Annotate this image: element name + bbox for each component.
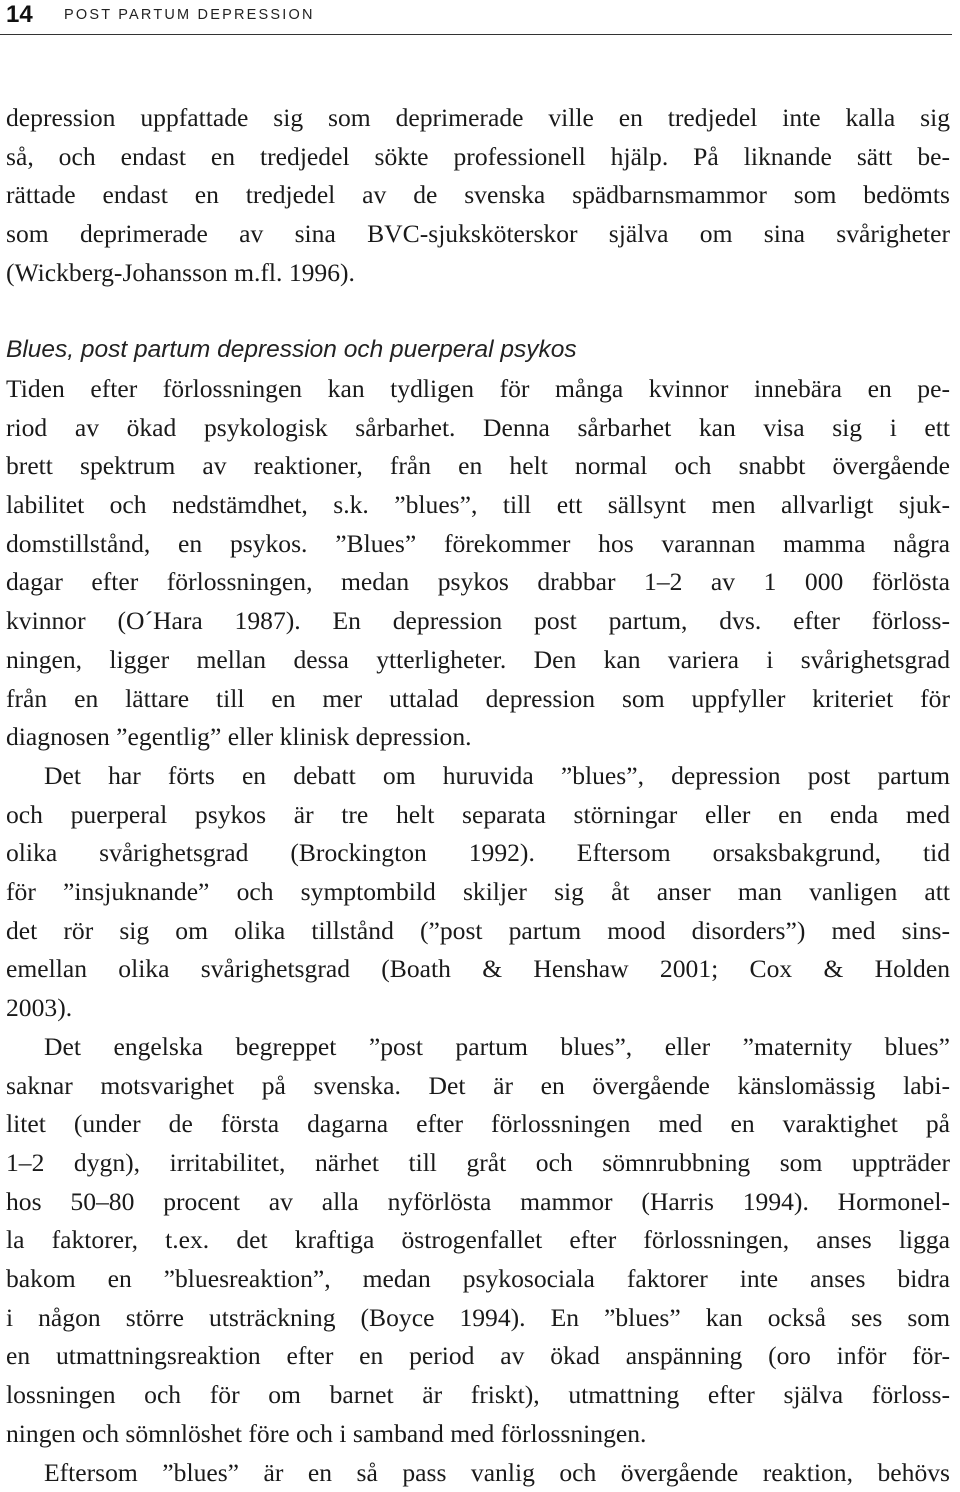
text-line: för ”insjuknande” och symptombild skiljer sig åt anser man vanligen att (6, 877, 950, 907)
running-head: POST PARTUM DEPRESSION (64, 7, 315, 23)
text-line: litet (under de första dagarna efter förlossningen med en varaktighet på (6, 1109, 950, 1139)
text-line: riod av ökad psykologisk sårbarhet. Denna sårbarhet kan visa sig i ett (6, 412, 950, 442)
text-line: lossningen och för om barnet är friskt), utmattning efter själva förloss- (6, 1380, 950, 1410)
paragraph (6, 1454, 950, 1492)
text-line: Det har förts en debatt om huruvida ”blues”, depression post partum (44, 760, 950, 790)
page-number: 14 (6, 1, 33, 28)
text-line: hos 50–80 procent av alla nyförlösta mammor (Harris 1994). Hormonel- (6, 1186, 950, 1216)
paragraph (6, 370, 950, 757)
text-line: Tiden efter förlossningen kan tydligen för många kvinnor innebära en pe- (6, 373, 950, 403)
text-line: ningen och sömnlöshet före och i samband med förlossningen. (6, 1418, 647, 1448)
text-line: ningen, ligger mellan dessa ytterligheter. Den kan variera i svårighetsgrad (6, 644, 950, 674)
text-line: som deprimerade av sina BVC-sjuksköterskor själva om sina svårigheter (6, 219, 950, 249)
paragraph (6, 1028, 950, 1454)
text-line: en utmattningsreaktion efter en period av ökad anspänning (oro inför för- (6, 1341, 950, 1371)
text-line: domstillstånd, en psykos. ”Blues” förekommer hos varannan mamma några (6, 528, 950, 558)
paragraph (6, 99, 950, 293)
text-line: depression uppfattade sig som deprimerade ville en tredjedel inte kalla sig (6, 103, 950, 132)
text-line: labilitet och nedstämdhet, s.k. ”blues”, till ett sällsynt men allvarligt sjuk- (6, 490, 950, 519)
text-line: la faktorer, t.ex. det kraftiga östrogenfallet efter förlossningen, anses ligga (6, 1225, 950, 1255)
text-line: rättade endast en tredjedel av de svenska spädbarnsmammor som bedömts (6, 180, 950, 210)
text-line: 1–2 dygn), irritabilitet, närhet till gråt och sömnrubbning som uppträder (6, 1147, 950, 1177)
text-line: i någon större utsträckning (Boyce 1994). En ”blues” kan också ses som (6, 1302, 950, 1332)
page-header (0, 0, 952, 35)
text-line: brett spektrum av reaktioner, från en helt normal och snabbt övergående (6, 451, 950, 481)
text-line: diagnosen ”egentlig” eller klinisk depression. (6, 722, 472, 752)
body-text (6, 99, 950, 1492)
text-line: Det engelska begreppet ”post partum blues”, eller ”maternity blues” (44, 1031, 950, 1061)
text-line: olika svårighetsgrad (Brockington 1992). Eftersom orsaksbakgrund, tid (6, 838, 950, 868)
text-line: dagar efter förlossningen, medan psykos drabbar 1–2 av 1 000 förlösta (6, 567, 950, 597)
text-line: 2003). (6, 993, 73, 1023)
paragraph (6, 757, 950, 1028)
text-line: och puerperal psykos är tre helt separata störningar eller en enda med (6, 799, 950, 829)
text-line: emellan olika svårighetsgrad (Boath & Henshaw 2001; Cox & Holden (6, 954, 950, 984)
text-line: bakom en ”bluesreaktion”, medan psykosociala faktorer inte anses bidra (6, 1264, 950, 1294)
section-heading: Blues, post partum depression och puerperal psykos (6, 336, 577, 364)
text-line: Eftersom ”blues” är en så pass vanlig och övergående reaktion, behövs (44, 1457, 950, 1487)
text-line: så, och endast en tredjedel sökte professionell hjälp. På liknande sätt be- (6, 141, 950, 171)
text-line: det rör sig om olika tillstånd (”post partum mood disorders”) med sins- (6, 915, 950, 945)
text-line: kvinnor (O´Hara 1987). En depression post partum, dvs. efter förloss- (6, 606, 950, 636)
text-line: saknar motsvarighet på svenska. Det är en övergående känslomässig labi- (6, 1070, 950, 1100)
text-line: (Wickberg-Johansson m.fl. 1996). (6, 257, 355, 287)
text-line: från en lättare till en mer uttalad depression som uppfyller kriteriet för (6, 683, 950, 713)
